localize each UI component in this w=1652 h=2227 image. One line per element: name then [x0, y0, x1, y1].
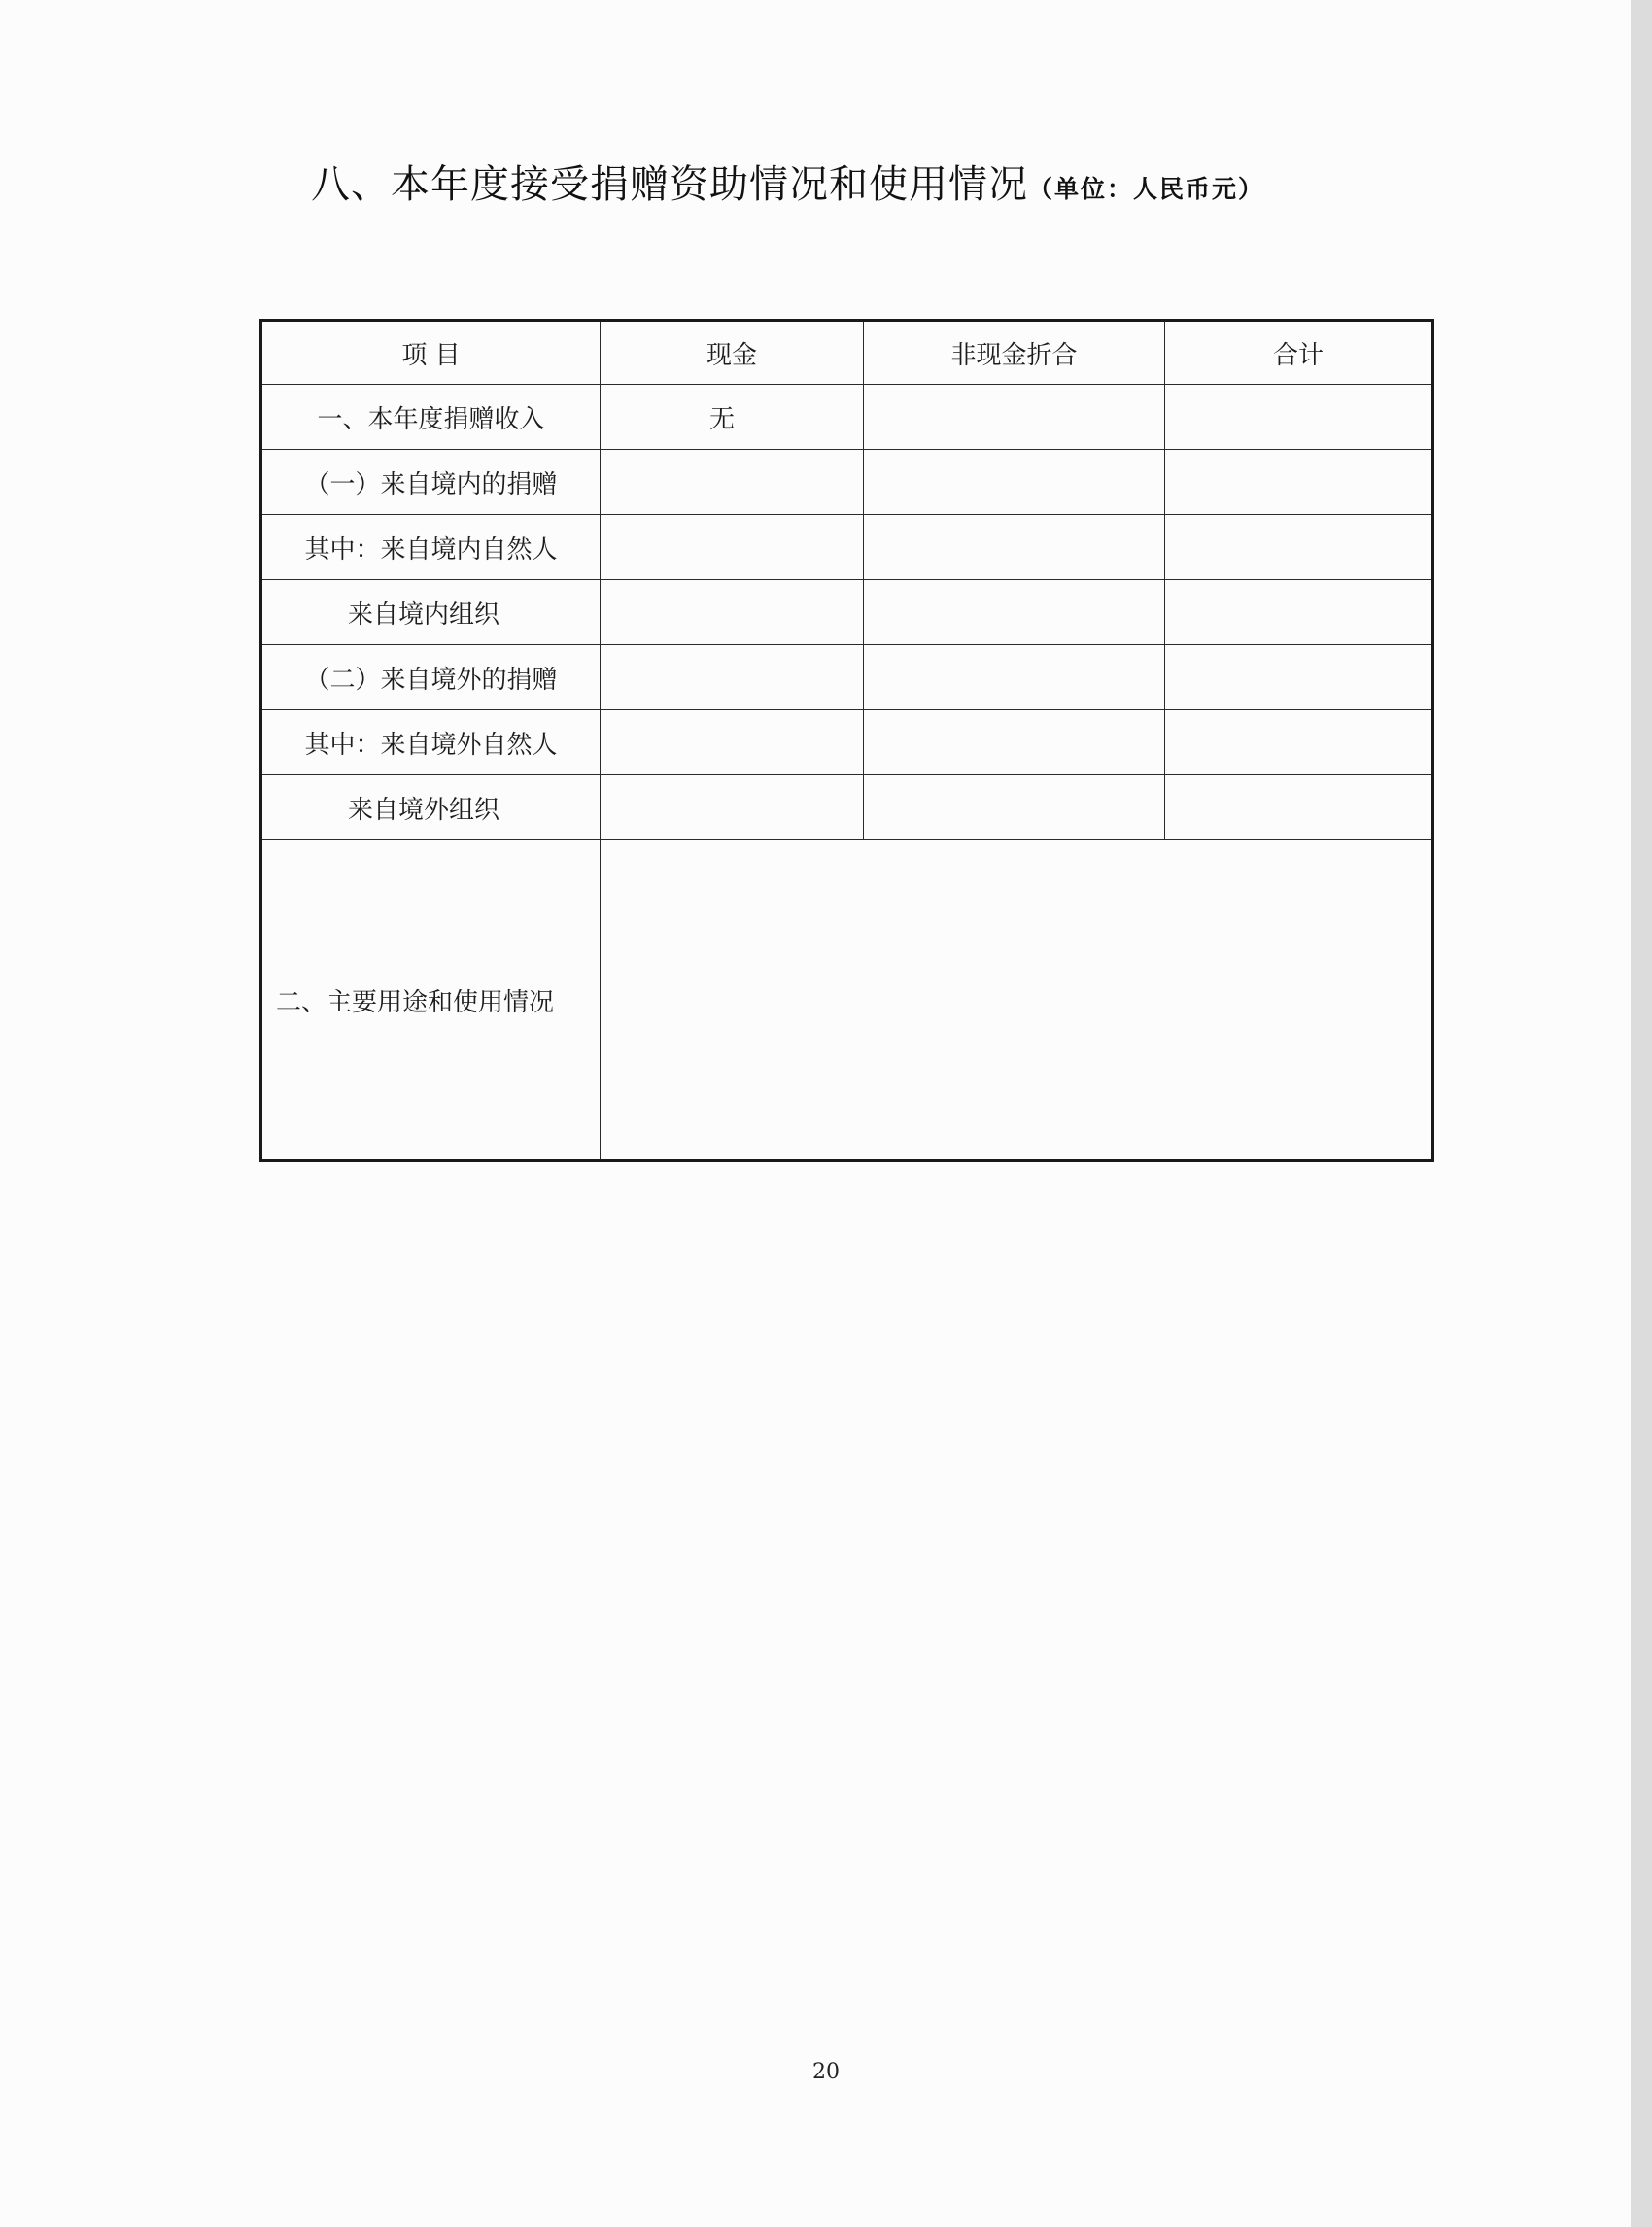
cash-cell: [601, 450, 864, 515]
table-row-usage: [261, 840, 1433, 1161]
row-label: （二）来自境外的捐赠: [261, 645, 601, 710]
row-label: 来自境外组织: [261, 775, 601, 840]
row-label: （一）来自境内的捐赠: [261, 450, 601, 515]
row-label: 其中：来自境内自然人: [261, 515, 601, 580]
total-cell: [1165, 580, 1433, 645]
noncash-cell: [864, 710, 1165, 775]
cash-cell: [601, 775, 864, 840]
table-row-foreign-individuals: [261, 710, 1433, 775]
scan-edge-strip: [1631, 0, 1652, 2227]
noncash-cell: [864, 580, 1165, 645]
header-total: 合计: [1165, 321, 1433, 385]
usage-label: 二、主要用途和使用情况: [261, 840, 601, 1161]
noncash-cell: [864, 645, 1165, 710]
header-cash: 现金: [601, 321, 864, 385]
noncash-cell: [864, 450, 1165, 515]
cash-cell: [601, 580, 864, 645]
page-number: 20: [812, 2060, 840, 2084]
row-label: 其中：来自境外自然人: [261, 710, 601, 775]
total-cell: [1165, 450, 1433, 515]
row-label: 一、本年度捐赠收入: [261, 385, 601, 450]
total-cell: [1165, 710, 1433, 775]
total-cell: [1165, 515, 1433, 580]
row-label: 来自境内组织: [261, 580, 601, 645]
noncash-cell: [864, 515, 1165, 580]
unit-note: （单位：人民币元）: [1028, 175, 1265, 203]
table-row-domestic-organizations: [261, 580, 1433, 645]
total-cell: [1165, 775, 1433, 840]
total-cell: [1165, 385, 1433, 450]
cash-cell: [601, 645, 864, 710]
table-row-domestic-individuals: [261, 515, 1433, 580]
table-row-foreign-organizations: [261, 775, 1433, 840]
cash-cell: 无: [601, 385, 864, 450]
table-header-row: [261, 321, 1433, 385]
donation-table: [259, 319, 1434, 1162]
header-item: 项 目: [261, 321, 601, 385]
table-row-foreign: [261, 645, 1433, 710]
page-title: [311, 154, 1264, 209]
usage-content-cell: [601, 840, 1433, 1161]
total-cell: [1165, 645, 1433, 710]
noncash-cell: [864, 385, 1165, 450]
table-row-annual-income: [261, 385, 1433, 450]
noncash-cell: [864, 775, 1165, 840]
cash-cell: [601, 515, 864, 580]
table-row-domestic: [261, 450, 1433, 515]
page-title-text: 八、本年度接受捐赠资助情况和使用情况: [311, 162, 1028, 207]
header-noncash: 非现金折合: [864, 321, 1165, 385]
cash-cell: [601, 710, 864, 775]
